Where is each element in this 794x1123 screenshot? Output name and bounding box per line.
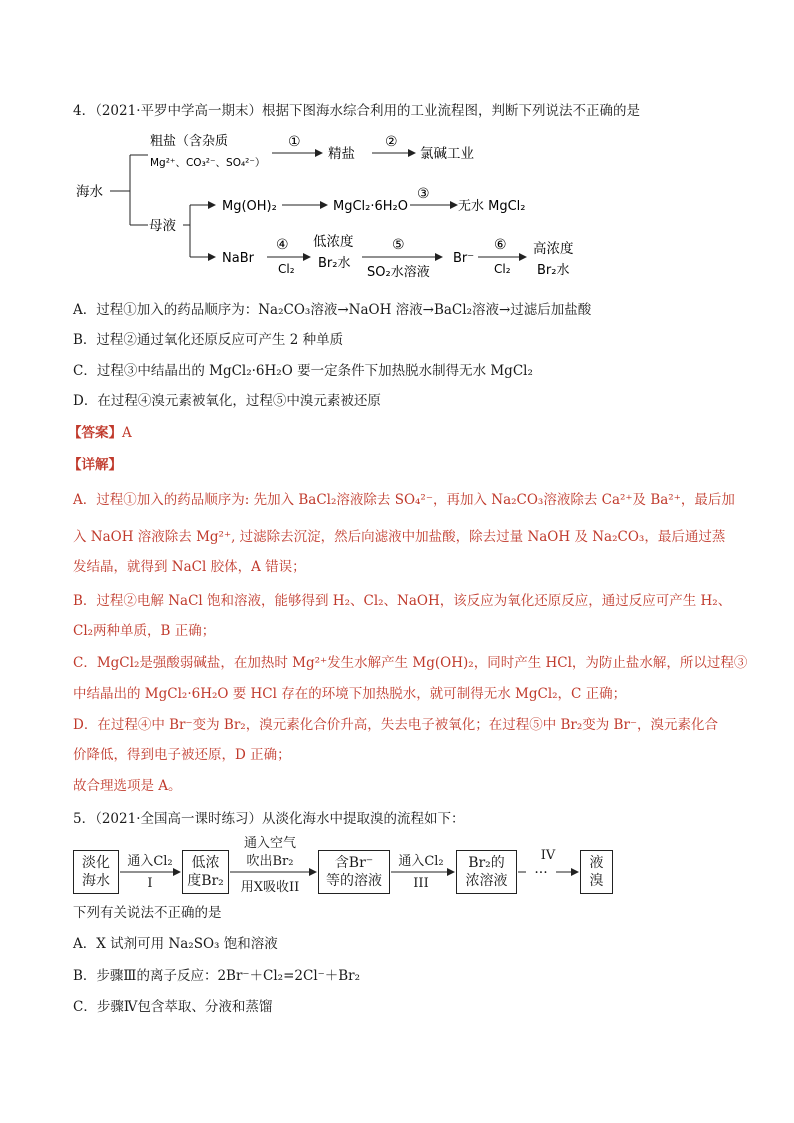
q4-mgcl2-6h2o: MgCl₂·6H₂O [333,199,408,214]
q5-box-liquid-bromine: 液 溴 [580,850,613,894]
q5-box-br-solution: 含Br⁻ 等的溶液 [318,850,390,894]
q4-anhydrous: 无水 MgCl₂ [458,199,526,214]
q4-seawater: 海水 [76,184,103,200]
q4-detail-line: Cl₂两种单质，B 正确； [73,623,216,639]
q4-stem: 4．（2021·平罗中学高一期末）根据下图海水综合利用的工业流程图，判断下列说法不正确的是 [73,103,640,119]
q5-arrow4-top: IV [540,848,556,863]
answer-tag: 【答案】 [68,425,122,441]
q4-option-b: B．过程②通过氧化还原反应可产生 2 种单质 [73,332,344,348]
q4-option-c: C．过程③中结晶出的 MgCl₂·6H₂O 要一定条件下加热脱水制得无水 MgCl₂ [73,363,533,379]
q5-flow-arrows [0,830,794,898]
q4-so2-solution: SO₂水溶液 [367,265,430,280]
q5-arrow3-top: 通入Cl₂ [398,854,444,869]
q5-arrow2-top1: 通入空气 [243,836,296,851]
q4-br2-water-b: Br₂水 [537,263,570,278]
q4-step1: ① [288,134,301,150]
q4-chlor-alkali: 氯碱工业 [420,146,474,162]
q4-cl2-a: Cl₂ [278,262,295,276]
q5-arrow1-bottom: I [147,876,153,891]
q5-box-low-br2: 低浓 度Br₂ [182,850,229,894]
q5-arrow2-top2: 吹出Br₂ [246,854,294,869]
q4-detail-line: 中结晶出的 MgCl₂·6H₂O 要 HCl 存在的环境下加热脱水，就可制得无水 MgCl₂，C 正确； [73,686,627,702]
q4-step3: ③ [417,186,430,202]
q4-detail-line: 发结晶，就得到 NaCl 胶体，A 错误； [73,559,306,575]
q4-detail-line: B．过程②电解 NaCl 饱和溶液，能够得到 H₂、Cl₂、NaOH，该反应为氧化还原反应，通过反应可产生 H₂、 [73,593,732,609]
q4-step2: ② [385,134,398,150]
q5-box-concentrated-br2: Br₂的 浓溶液 [456,850,517,894]
q4-flow-diagram [0,125,794,295]
q5-stem: 5．（2021·全国高一课时练习）从淡化海水中提取溴的流程如下： [73,811,465,827]
q4-cl2-b: Cl₂ [494,262,511,276]
q4-br-minus: Br⁻ [453,251,475,266]
q4-option-d: D．在过程④溴元素被氧化，过程⑤中溴元素被还原 [73,393,381,409]
q5-flow-diagram [0,830,794,898]
q4-detail-line: 价降低，得到电子被还原，D 正确； [73,747,291,763]
q4-option-a: A．过程①加入的药品顺序为：Na₂CO₃溶液→NaOH 溶液→BaCl₂溶液→过滤后加盐酸 [73,302,592,318]
q4-high-conc: 高浓度 [533,241,574,257]
q4-mother-liquor: 母液 [149,218,176,234]
q4-mgoh2: Mg(OH)₂ [222,199,277,214]
q4-low-conc: 低浓度 [313,234,354,250]
q4-detail-line: 入 NaOH 溶液除去 Mg²⁺, 过滤除去沉淀，然后向滤液中加盐酸，除去过量 NaOH 及 Na₂CO₃，最后通过蒸 [73,529,726,545]
q4-step4: ④ [276,237,289,253]
q4-conclusion: 故合理选项是 A。 [73,778,182,794]
q4-br2-water-a: Br₂水 [318,256,351,271]
q4-nabr: NaBr [222,251,254,266]
q5-option-c: C．步骤Ⅳ包含萃取、分液和蒸馏 [73,999,273,1015]
q5-option-b: B．步骤Ⅲ的离子反应：2Br⁻＋Cl₂=2Cl⁻＋Br₂ [73,968,361,984]
detail-tag: 【详解】 [68,457,122,473]
q5-question: 下列有关说法不正确的是 [73,905,222,921]
q4-detail-line: A．过程①加入的药品顺序为: 先加入 BaCl₂溶液除去 SO₄²⁻，再加入 Na₂CO₃溶液除去 Ca²⁺及 Ba²⁺，最后加 [73,492,735,508]
q5-option-a: A．X 试剂可用 Na₂SO₃ 饱和溶液 [73,936,278,952]
answer-value: A [122,425,132,441]
q5-arrow3-bottom: III [413,876,429,891]
q5-ellipsis: ··· [534,865,548,881]
q4-detail-line: D．在过程④中 Br⁻变为 Br₂，溴元素化合价升高，失去电子被氧化；在过程⑤中 Br₂变为 Br⁻，溴元素化合 [73,717,719,733]
q5-arrow2-bottom: 用X吸收II [240,880,300,895]
q5-arrow1-top: 通入Cl₂ [127,854,173,869]
q4-step5: ⑤ [392,237,405,253]
q4-refined-salt: 精盐 [328,146,355,162]
q4-detail-line: C．MgCl₂是强酸弱碱盐，在加热时 Mg²⁺发生水解产生 Mg(OH)₂，同时产生 HCl，为防止盐水解，所以过程③ [73,655,748,671]
q5-box-desalinated-seawater: 淡化 海水 [73,850,119,894]
q4-impurities: Mg²⁺、CO₃²⁻、SO₄²⁻） [150,157,266,169]
q4-detail-tag [68,455,122,475]
q4-crude-salt: 粗盐（含杂质 [150,134,229,149]
q4-step6: ⑥ [494,237,507,253]
q4-answer-line [68,423,132,443]
